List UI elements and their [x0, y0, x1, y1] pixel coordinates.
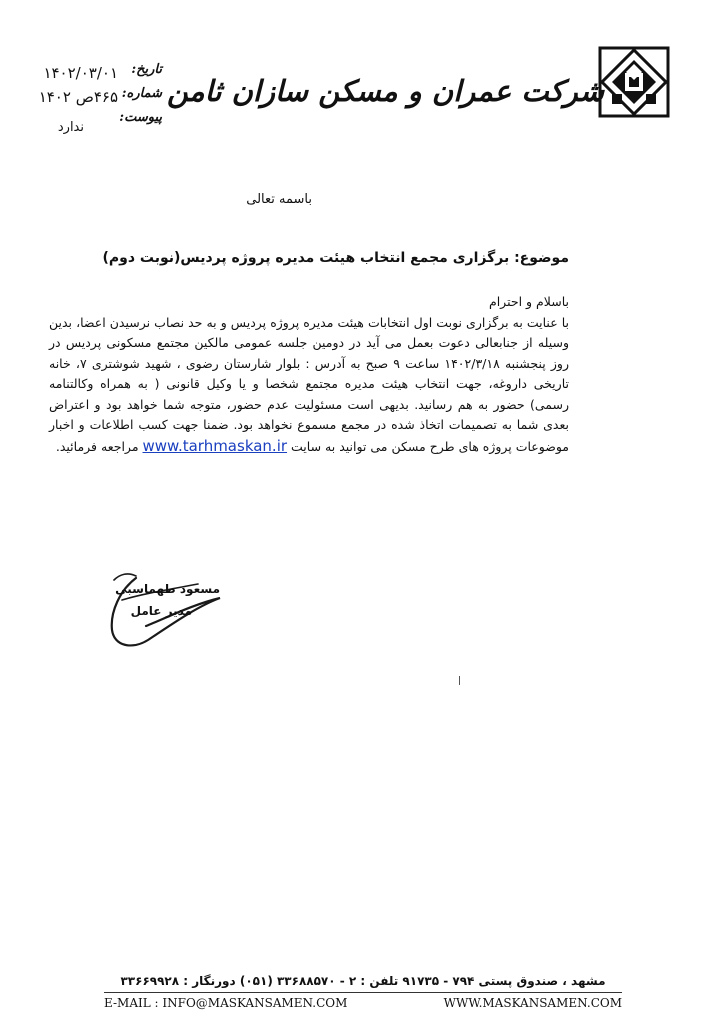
company-name: شرکت عمران و مسکن سازان ثامن [167, 74, 604, 108]
greeting: باسلام و احترام [488, 294, 569, 309]
attachment-value: ندارد [57, 120, 84, 135]
footer-email: E-MAIL : INFO@MASKANSAMEN.COM [104, 996, 348, 1010]
number-label: شماره: [121, 86, 162, 101]
body-paragraph [49, 313, 569, 458]
footer-contacts [104, 996, 622, 1010]
signer-title: مدیر عامل [130, 604, 192, 618]
stray-mark [459, 676, 460, 685]
signer-name: مسعود طهماسبی [115, 582, 220, 596]
letter-body [49, 292, 569, 457]
attachment-label: پیوست: [119, 110, 162, 125]
website-link[interactable]: www.tarhmaskan.ir [142, 436, 288, 455]
body-text: با عنایت به برگزاری نوبت اول انتخابات هیئت مدیره پروژه پردیس و به حد نصاب نرسیدن اعضا، بدین وسیله از جنابعالی دعوت بعمل می آید در دومین جلسه عمومی مالکین مجتمع مسکونی پردیس در روز پنجشنبه ۱۴۰۲/۳/۱۸ ساعت ۹ صبح به آدرس : بلوار شارستان رضوی ، شهید شوشتری ۷، خانه تاریخی داروغه، جهت انتخاب هیئت مدیره مجتمع شخصا و یا وکیل قانونی ( به همراه وکالتنامه رسمی) حضور به هم رسانید. بدیهی است مسئولیت عدم حضور، متوجه شما خواهد بود و اعتراض بعدی شما به تصمیمات اتخاذ شده در مجمع مسموع نخواهد بود. ضمنا جهت کسب اطلاعات و اخبار موضوعات پروژه های طرح مسکن می توانید به سایت [49, 314, 569, 454]
closing-text: مراجعه فرمائید. [55, 438, 139, 454]
invocation: باسمه تعالی [246, 192, 312, 207]
footer-address: مشهد ، صندوق پستی ۷۹۴ - ۹۱۷۳۵ تلفن : ۲ - ۳۳۶۸۸۵۷۰ (۰۵۱) دورنگار : ۳۳۶۶۹۹۲۸ [120, 974, 606, 988]
footer-divider [104, 992, 622, 993]
number-value: ۴۶۵ص ۱۴۰۲ [38, 88, 118, 106]
date-value: ۱۴۰۲/۰۳/۰۱ [43, 64, 118, 82]
company-logo [598, 46, 670, 118]
date-label: تاریخ: [131, 62, 162, 77]
subject-line: موضوع: برگزاری مجمع انتخاب هیئت مدیره پروژه پردیس(نوبت دوم) [102, 250, 569, 266]
footer-web: WWW.MASKANSAMEN.COM [443, 996, 622, 1010]
